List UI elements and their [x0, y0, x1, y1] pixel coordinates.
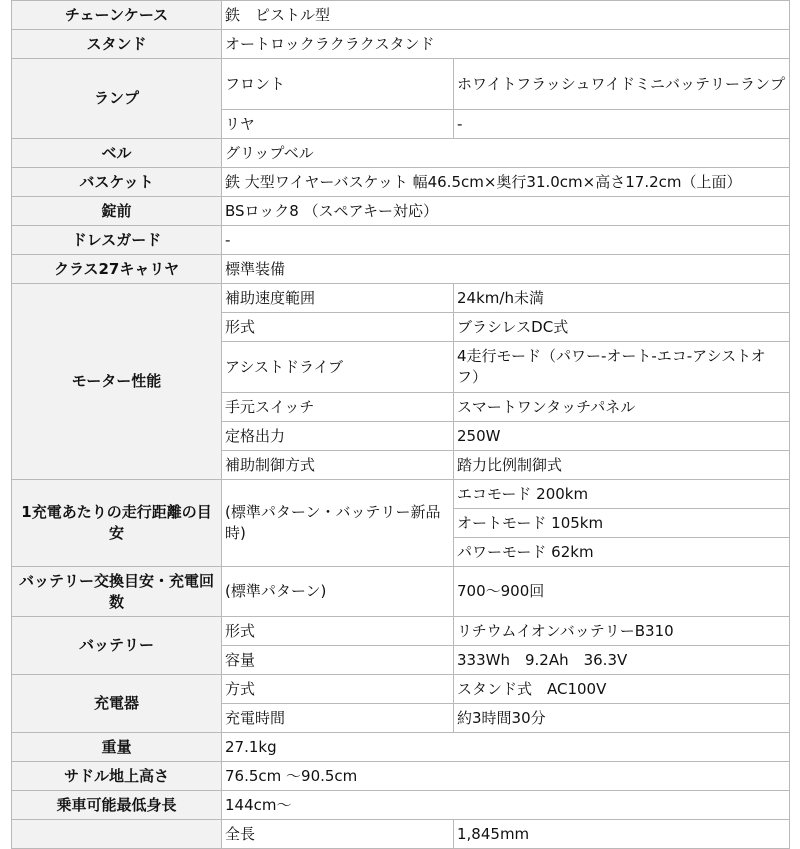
length-label: 全長 [222, 820, 454, 849]
row-basket [12, 168, 790, 197]
bell-value: グリップベル [222, 139, 790, 168]
chain-case-label: チェーンケース [12, 1, 222, 30]
row-range-eco [12, 480, 790, 509]
saddle-height-value: 76.5cm 〜90.5cm [222, 762, 790, 791]
stand-value: オートロックラクラクスタンド [222, 30, 790, 59]
battery-type-label: 形式 [222, 617, 454, 646]
basket-label: バスケット [12, 168, 222, 197]
basket-value: 鉄 大型ワイヤーバスケット 幅46.5cm×奥行31.0cm×高さ17.2cm（上面） [222, 168, 790, 197]
length-label-cell [12, 820, 222, 849]
lock-value: BSロック8 （スペアキー対応） [222, 197, 790, 226]
battery-label: バッテリー [12, 617, 222, 675]
row-chain-case [12, 1, 790, 30]
row-charger-method [12, 675, 790, 704]
range-eco-value: エコモード 200km [454, 480, 790, 509]
row-lamp-front [12, 59, 790, 110]
row-bell [12, 139, 790, 168]
range-auto-value: オートモード 105km [454, 509, 790, 538]
range-sub-label: (標準パターン・バッテリー新品時) [222, 480, 454, 567]
carrier-label: クラス27キャリヤ [12, 255, 222, 284]
battery-cycles-value: 700〜900回 [454, 567, 790, 617]
motor-item-label: 手元スイッチ [222, 393, 454, 422]
row-length [12, 820, 790, 849]
row-dress-guard [12, 226, 790, 255]
saddle-height-label: サドル地上高さ [12, 762, 222, 791]
battery-cycles-label: バッテリー交換目安・充電回数 [12, 567, 222, 617]
bell-label: ベル [12, 139, 222, 168]
lamp-front-value: ホワイトフラッシュワイドミニバッテリーランプ [454, 59, 790, 110]
battery-type-value: リチウムイオンバッテリーB310 [454, 617, 790, 646]
motor-item-value: 250W [454, 422, 790, 451]
spec-table [11, 0, 790, 849]
row-carrier [12, 255, 790, 284]
min-height-label: 乗車可能最低身長 [12, 791, 222, 820]
motor-item-value: ブラシレスDC式 [454, 313, 790, 342]
motor-item-label: 定格出力 [222, 422, 454, 451]
chain-case-value: 鉄 ピストル型 [222, 1, 790, 30]
range-label: 1充電あたりの走行距離の目安 [12, 480, 222, 567]
motor-item-value: 4走行モード（パワー-オート-エコ-アシストオフ） [454, 342, 790, 393]
lamp-rear-value: - [454, 110, 790, 139]
row-stand [12, 30, 790, 59]
dress-guard-label: ドレスガード [12, 226, 222, 255]
weight-label: 重量 [12, 733, 222, 762]
row-battery-type [12, 617, 790, 646]
lock-label: 錠前 [12, 197, 222, 226]
lamp-label: ランプ [12, 59, 222, 139]
battery-cycles-sub-label: (標準パターン) [222, 567, 454, 617]
charger-label: 充電器 [12, 675, 222, 733]
motor-item-label: 補助速度範囲 [222, 284, 454, 313]
motor-item-value: 24km/h未満 [454, 284, 790, 313]
motor-item-label: 補助制御方式 [222, 451, 454, 480]
motor-item-label: 形式 [222, 313, 454, 342]
battery-capacity-label: 容量 [222, 646, 454, 675]
charger-time-label: 充電時間 [222, 704, 454, 733]
carrier-value: 標準装備 [222, 255, 790, 284]
row-weight [12, 733, 790, 762]
row-motor-speed [12, 284, 790, 313]
range-power-value: パワーモード 62km [454, 538, 790, 567]
charger-method-label: 方式 [222, 675, 454, 704]
motor-item-label: アシストドライブ [222, 342, 454, 393]
row-saddle-height [12, 762, 790, 791]
length-value: 1,845mm [454, 820, 790, 849]
lamp-front-label: フロント [222, 59, 454, 110]
motor-label: モーター性能 [12, 284, 222, 480]
charger-time-value: 約3時間30分 [454, 704, 790, 733]
charger-method-value: スタンド式 AC100V [454, 675, 790, 704]
motor-item-value: スマートワンタッチパネル [454, 393, 790, 422]
weight-value: 27.1kg [222, 733, 790, 762]
row-lock [12, 197, 790, 226]
min-height-value: 144cm〜 [222, 791, 790, 820]
row-battery-cycles [12, 567, 790, 617]
stand-label: スタンド [12, 30, 222, 59]
row-min-height [12, 791, 790, 820]
motor-item-value: 踏力比例制御式 [454, 451, 790, 480]
dress-guard-value: - [222, 226, 790, 255]
lamp-rear-label: リヤ [222, 110, 454, 139]
battery-capacity-value: 333Wh 9.2Ah 36.3V [454, 646, 790, 675]
